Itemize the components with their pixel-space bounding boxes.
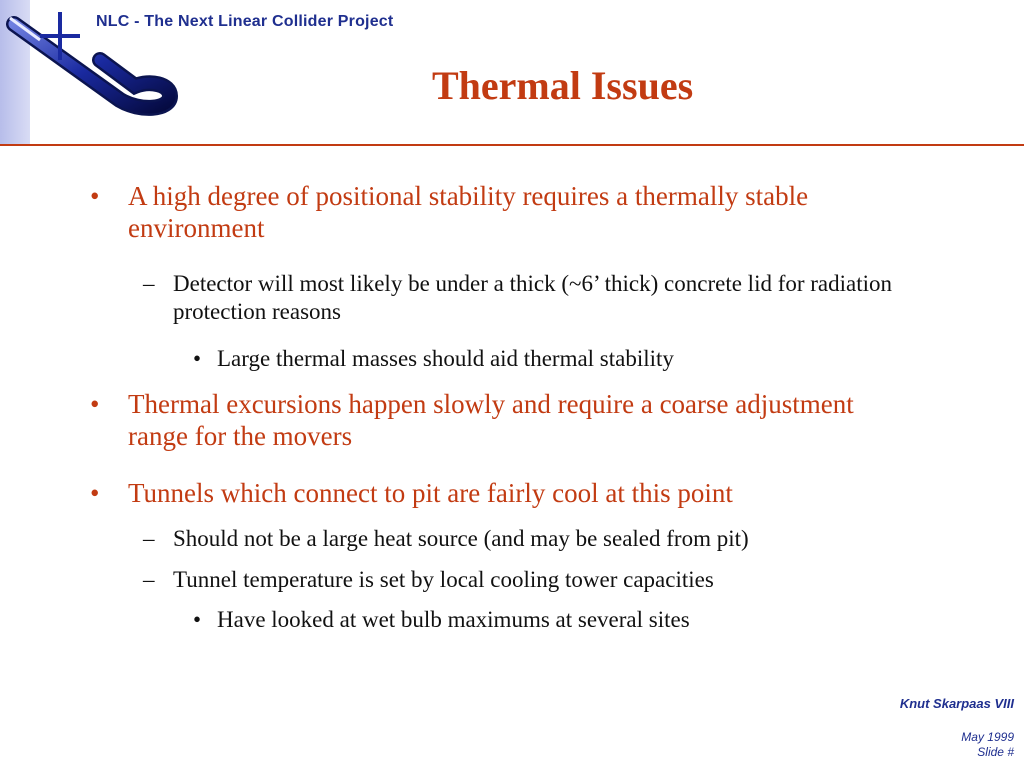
bullet-marker: • [90, 478, 100, 508]
bullet-text: Tunnel temperature is set by local cooling tower capacities [173, 567, 714, 592]
title-divider [0, 144, 1024, 146]
bullet-marker: • [90, 181, 100, 211]
footer-author: Knut Skarpaas VIII [899, 696, 1014, 711]
footer-date: May 1999 [961, 730, 1014, 744]
bullet-marker: – [143, 526, 155, 551]
slide-title: Thermal Issues [432, 63, 694, 108]
sub-sub-bullet-item [193, 606, 917, 634]
sub-sub-bullet-item [193, 345, 917, 373]
bullet-text: Detector will most likely be under a thick (~6’ thick) concrete lid for radiation protection reasons [173, 271, 893, 324]
bullet-marker: – [143, 567, 155, 592]
bullet-text: Tunnels which connect to pit are fairly cool at this point [128, 478, 733, 508]
project-title: NLC - The Next Linear Collider Project [96, 13, 394, 30]
bullet-marker: • [193, 607, 202, 632]
bullet-text: A high degree of positional stability requires a thermally stable environment [128, 181, 809, 244]
bullet-marker: • [193, 346, 202, 371]
sub-bullet-item [143, 525, 933, 553]
bullet-text: Should not be a large heat source (and may be sealed from pit) [173, 526, 749, 551]
footer-slide-number: Slide # [977, 745, 1014, 759]
bullet-marker: • [90, 389, 100, 419]
sub-bullet-item [143, 270, 933, 325]
bullet-text: Thermal excursions happen slowly and require a coarse adjustment range for the movers [128, 389, 854, 452]
bullet-item [90, 388, 908, 453]
sub-bullet-item [143, 566, 933, 594]
bullet-item [90, 180, 928, 245]
bullet-text: Large thermal masses should aid thermal stability [217, 346, 674, 371]
bullet-marker: – [143, 271, 155, 296]
bullet-text: Have looked at wet bulb maximums at several sites [217, 607, 690, 632]
bullet-item [90, 477, 948, 509]
